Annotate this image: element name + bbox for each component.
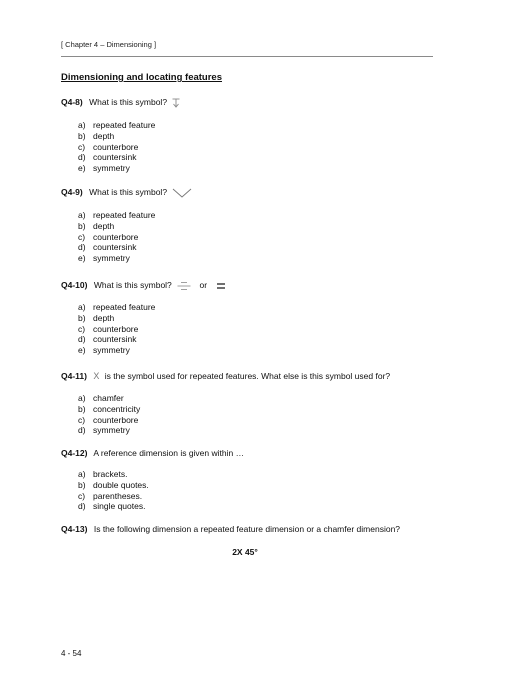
option-item <box>78 393 140 404</box>
option-letter: b) <box>78 312 86 323</box>
option-item <box>78 131 155 142</box>
option-text: counterbore <box>93 141 139 152</box>
options-q4-11 <box>78 393 140 436</box>
option-text: counterbore <box>93 414 139 425</box>
option-letter: e) <box>78 163 86 174</box>
countersink-icon <box>172 188 192 198</box>
options-q4-9 <box>78 210 155 264</box>
option-item <box>78 415 140 426</box>
option-item <box>78 210 155 221</box>
option-letter: d) <box>78 425 86 436</box>
options-q4-12 <box>78 469 149 512</box>
option-text: repeated feature <box>93 302 156 312</box>
option-letter: e) <box>78 253 86 264</box>
option-item <box>78 501 149 512</box>
option-letter: d) <box>78 152 86 163</box>
option-letter: c) <box>78 323 86 334</box>
question-text: What is this symbol? <box>89 187 168 197</box>
option-letter: b) <box>78 479 86 490</box>
option-text: repeated feature <box>93 120 156 130</box>
question-q4-9 <box>61 187 192 198</box>
option-letter: a) <box>78 469 86 479</box>
options-q4-8 <box>78 120 155 174</box>
option-text: depth <box>93 220 115 231</box>
option-letter: b) <box>78 403 86 414</box>
option-item <box>78 302 155 313</box>
option-item <box>78 313 155 324</box>
option-item <box>78 242 155 253</box>
option-letter: c) <box>78 414 86 425</box>
option-item <box>78 469 149 480</box>
question-text: A reference dimension is given within … <box>93 448 245 458</box>
option-text: chamfer <box>93 393 124 403</box>
option-text: countersink <box>93 334 137 345</box>
chamfer-dimension-example: 2X 45° <box>232 547 258 557</box>
question-q4-8 <box>61 97 180 108</box>
option-text: symmetry <box>93 253 130 264</box>
option-text: symmetry <box>93 163 130 174</box>
option-letter: c) <box>78 490 86 501</box>
symmetry-icon <box>177 281 191 291</box>
question-text: Is the following dimension a repeated feature dimension or a chamfer dimension? <box>93 524 401 534</box>
option-text: countersink <box>93 242 137 253</box>
option-text: depth <box>93 130 115 141</box>
option-text: parentheses. <box>93 490 143 501</box>
option-item <box>78 404 140 415</box>
option-text: countersink <box>93 152 137 163</box>
question-number: Q4-12) <box>61 448 88 458</box>
question-number: Q4-8) <box>61 97 83 107</box>
option-item <box>78 232 155 243</box>
question-q4-11 <box>61 371 390 381</box>
question-q4-12 <box>61 448 244 458</box>
option-item <box>78 152 155 163</box>
depth-icon <box>172 98 180 108</box>
option-item <box>78 491 149 502</box>
option-item <box>78 324 155 335</box>
option-item <box>78 334 155 345</box>
option-text: brackets. <box>93 469 128 479</box>
option-text: symmetry <box>93 345 130 356</box>
option-letter: c) <box>78 141 86 152</box>
option-item <box>78 480 149 491</box>
option-letter: a) <box>78 120 86 130</box>
option-text: repeated feature <box>93 210 156 220</box>
chapter-header: [ Chapter 4 – Dimensioning ] <box>61 40 157 49</box>
option-text: counterbore <box>93 323 139 334</box>
option-item <box>78 221 155 232</box>
option-item <box>78 345 155 356</box>
option-letter: e) <box>78 345 86 356</box>
question-q4-10 <box>61 280 226 291</box>
option-letter: a) <box>78 393 86 403</box>
question-number: Q4-13) <box>61 524 88 534</box>
option-letter: d) <box>78 501 86 512</box>
options-q4-10 <box>78 302 155 356</box>
question-text: What is this symbol? <box>93 280 172 290</box>
option-text: double quotes. <box>93 479 149 490</box>
option-text: single quotes. <box>93 501 146 512</box>
option-text: depth <box>93 312 115 323</box>
option-letter: c) <box>78 231 86 242</box>
option-text: concentricity <box>93 403 141 414</box>
option-item <box>78 142 155 153</box>
option-item <box>78 120 155 131</box>
section-title: Dimensioning and locating features <box>61 72 222 83</box>
option-letter: a) <box>78 302 86 312</box>
page-number: 4 - 54 <box>61 649 82 658</box>
question-q4-13 <box>61 524 400 534</box>
option-letter: a) <box>78 210 86 220</box>
option-text: counterbore <box>93 231 139 242</box>
option-item <box>78 163 155 174</box>
question-text: is the symbol used for repeated features. What else is this symbol used for? <box>104 371 391 381</box>
equals-icon <box>216 281 226 291</box>
option-letter: b) <box>78 130 86 141</box>
or-text: or <box>199 280 208 290</box>
option-letter: b) <box>78 220 86 231</box>
question-text: What is this symbol? <box>89 97 168 107</box>
option-letter: d) <box>78 242 86 253</box>
header-divider <box>61 56 433 57</box>
option-item <box>78 425 140 436</box>
option-item <box>78 253 155 264</box>
question-number: Q4-9) <box>61 187 83 197</box>
repeated-feature-x-symbol: X <box>93 371 100 381</box>
option-letter: d) <box>78 334 86 345</box>
question-number: Q4-11) <box>61 371 87 381</box>
question-number: Q4-10) <box>61 280 88 290</box>
option-text: symmetry <box>93 425 130 436</box>
